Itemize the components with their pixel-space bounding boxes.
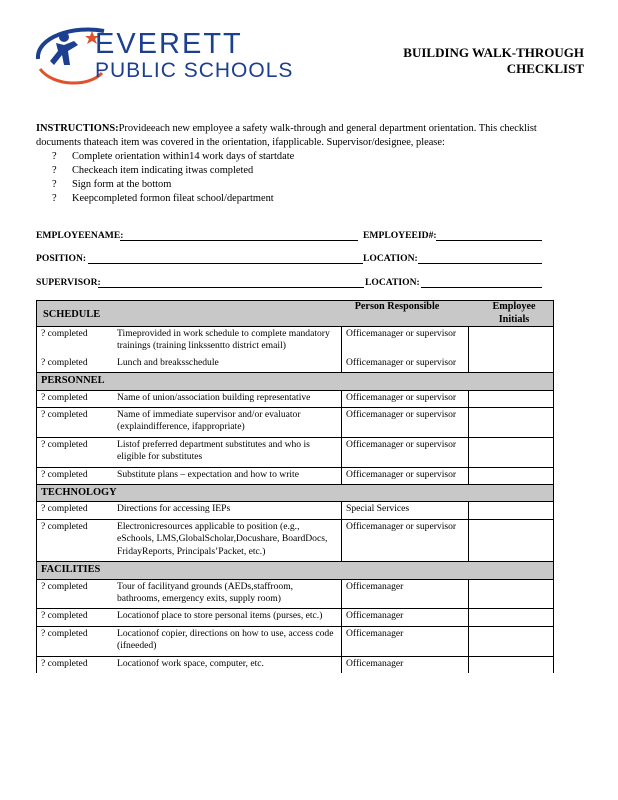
table-row <box>37 579 554 609</box>
personnel-section-header <box>37 373 554 390</box>
bullet-item <box>52 150 294 164</box>
table-row <box>37 626 554 656</box>
employee-id-field[interactable] <box>436 240 542 241</box>
checkbox-completed[interactable]: ? completed <box>37 519 114 561</box>
location-field[interactable] <box>418 263 542 264</box>
bullet-glyph: ? <box>52 179 57 190</box>
bullet-text: Keepcompleted formon fileat school/department <box>72 193 274 204</box>
person-responsible: Officemanager or supervisor <box>342 467 469 484</box>
bullet-item <box>52 178 294 192</box>
table-row <box>37 656 554 673</box>
logo-text-everett: EVERETT <box>95 28 243 60</box>
item-text: Locationof copier, directions on how to use, access code (ifneeded) <box>113 626 342 656</box>
table-row <box>37 408 554 438</box>
table-row <box>37 437 554 467</box>
section-title: PERSONNEL <box>37 373 554 390</box>
initials-cell[interactable] <box>469 579 554 609</box>
item-text: Tour of facilityand grounds (AEDs,staffroom, bathrooms, emergency exits, supply room) <box>113 579 342 609</box>
initials-cell[interactable] <box>469 408 554 438</box>
initials-cell[interactable] <box>469 502 554 519</box>
person-responsible: Officemanager or supervisor <box>342 327 469 356</box>
employee-id-label: EMPLOYEEID#: <box>363 230 437 241</box>
title-line-2: CHECKLIST <box>506 61 584 76</box>
checkbox-completed[interactable]: ? completed <box>37 656 114 673</box>
table-row <box>37 609 554 626</box>
person-responsible: Officemanager or supervisor <box>342 437 469 467</box>
section-title: FACILITIES <box>37 562 554 579</box>
item-text: Timeprovided in work schedule to complete mandatory trainings (training linkssentto district email) <box>117 328 330 352</box>
checklist-table <box>36 327 554 673</box>
instructions-label: INSTRUCTIONS: <box>36 123 119 134</box>
person-responsible: Officemanager or supervisor <box>342 519 469 561</box>
checkbox-completed[interactable]: ? completed <box>37 626 114 656</box>
checkbox-completed[interactable]: ? completed <box>37 327 114 356</box>
initials-cell[interactable] <box>469 656 554 673</box>
bullet-item <box>52 164 294 178</box>
initials-cell[interactable] <box>469 626 554 656</box>
checkbox-completed[interactable]: ? completed <box>37 609 114 626</box>
supervisor-location-label: LOCATION: <box>365 277 420 288</box>
person-responsible: Special Services <box>342 502 469 519</box>
employee-name-label: EMPLOYEENAME: <box>36 230 124 241</box>
bullet-text: Complete orientation within14 work days of startdate <box>72 151 295 162</box>
item-text: Name of union/association building representative <box>113 390 342 407</box>
employee-name-field[interactable] <box>120 240 358 241</box>
table-row <box>37 467 554 484</box>
checkbox-completed[interactable]: ? completed <box>37 356 114 373</box>
initials-cell[interactable] <box>469 519 554 561</box>
item-text: Electronicresources applicable to position (e.g., eSchools, LMS,GlobalScholar,Docushare, BoardDocs, FridayReports, Principals’Packet, etc.) <box>113 519 342 561</box>
section-title: SCHEDULE <box>43 309 101 320</box>
bullet-text: Checkeach item indicating itwas completed <box>72 165 254 176</box>
checkbox-completed[interactable]: ? completed <box>37 390 114 407</box>
person-responsible: Officemanager or supervisor <box>342 356 469 373</box>
person-responsible: Officemanager <box>342 656 469 673</box>
initials-cell[interactable] <box>469 327 554 356</box>
initials-cell[interactable] <box>469 390 554 407</box>
initials-cell[interactable] <box>469 467 554 484</box>
instructions <box>36 122 552 149</box>
supervisor-field[interactable] <box>98 287 364 288</box>
bullet-glyph: ? <box>52 151 57 162</box>
checkbox-completed[interactable]: ? completed <box>37 467 114 484</box>
location-label: LOCATION: <box>363 253 418 264</box>
initials-cell[interactable] <box>469 609 554 626</box>
technology-section-header <box>37 485 554 502</box>
table-row <box>37 502 554 519</box>
bullet-glyph: ? <box>52 193 57 204</box>
table-row <box>37 327 554 356</box>
facilities-section-header <box>37 562 554 579</box>
item-text: Locationof work space, computer, etc. <box>117 657 264 669</box>
person-responsible: Officemanager or supervisor <box>342 390 469 407</box>
checkbox-completed[interactable]: ? completed <box>37 579 114 609</box>
logo-text-public-schools: PUBLIC SCHOOLS <box>95 59 294 82</box>
position-field[interactable] <box>88 263 363 264</box>
supervisor-label: SUPERVISOR: <box>36 277 101 288</box>
item-text: Listof preferred department substitutes and who is eligible for substitutes <box>113 437 342 467</box>
item-text: Substitute plans – expectation and how to write <box>113 467 342 484</box>
item-text: Lunch and breaksschedule <box>113 356 342 373</box>
document-title <box>403 45 584 77</box>
table-row <box>37 519 554 561</box>
checkbox-completed[interactable]: ? completed <box>37 437 114 467</box>
item-text: Locationof place to store personal items (purses, etc.) <box>113 609 342 626</box>
person-responsible: Officemanager <box>342 579 469 609</box>
bullet-item <box>52 192 294 206</box>
person-responsible-header: Person Responsible <box>354 301 440 312</box>
checkbox-completed[interactable]: ? completed <box>37 502 114 519</box>
item-text: Directions for accessing IEPs <box>113 502 342 519</box>
initials-cell[interactable] <box>469 356 554 373</box>
position-label: POSITION: <box>36 253 87 264</box>
initials-cell[interactable] <box>469 437 554 467</box>
bullet-glyph: ? <box>52 165 57 176</box>
table-row <box>37 356 554 373</box>
table-row <box>37 390 554 407</box>
schedule-section-header <box>36 300 554 327</box>
person-responsible: Officemanager or supervisor <box>342 408 469 438</box>
person-responsible: Officemanager <box>342 609 469 626</box>
title-line-1: BUILDING WALK-THROUGH <box>403 45 584 60</box>
item-text: Name of immediate supervisor and/or evaluator (explaindifference, ifappropriate) <box>113 408 342 438</box>
instructions-bullets <box>52 150 294 206</box>
checkbox-completed[interactable]: ? completed <box>37 408 114 438</box>
section-title: TECHNOLOGY <box>37 485 554 502</box>
bullet-text: Sign form at the bottom <box>72 179 172 190</box>
instructions-text: Provideeach new employee a safety walk-through and general department orientation. This checklist documents thateach item was covered in the orientation, ifapplicable. Supervisor/designee, please: <box>36 123 537 148</box>
employee-initials-header: Employee Initials <box>492 301 536 325</box>
supervisor-location-field[interactable] <box>421 287 542 288</box>
person-responsible: Officemanager <box>342 626 469 656</box>
